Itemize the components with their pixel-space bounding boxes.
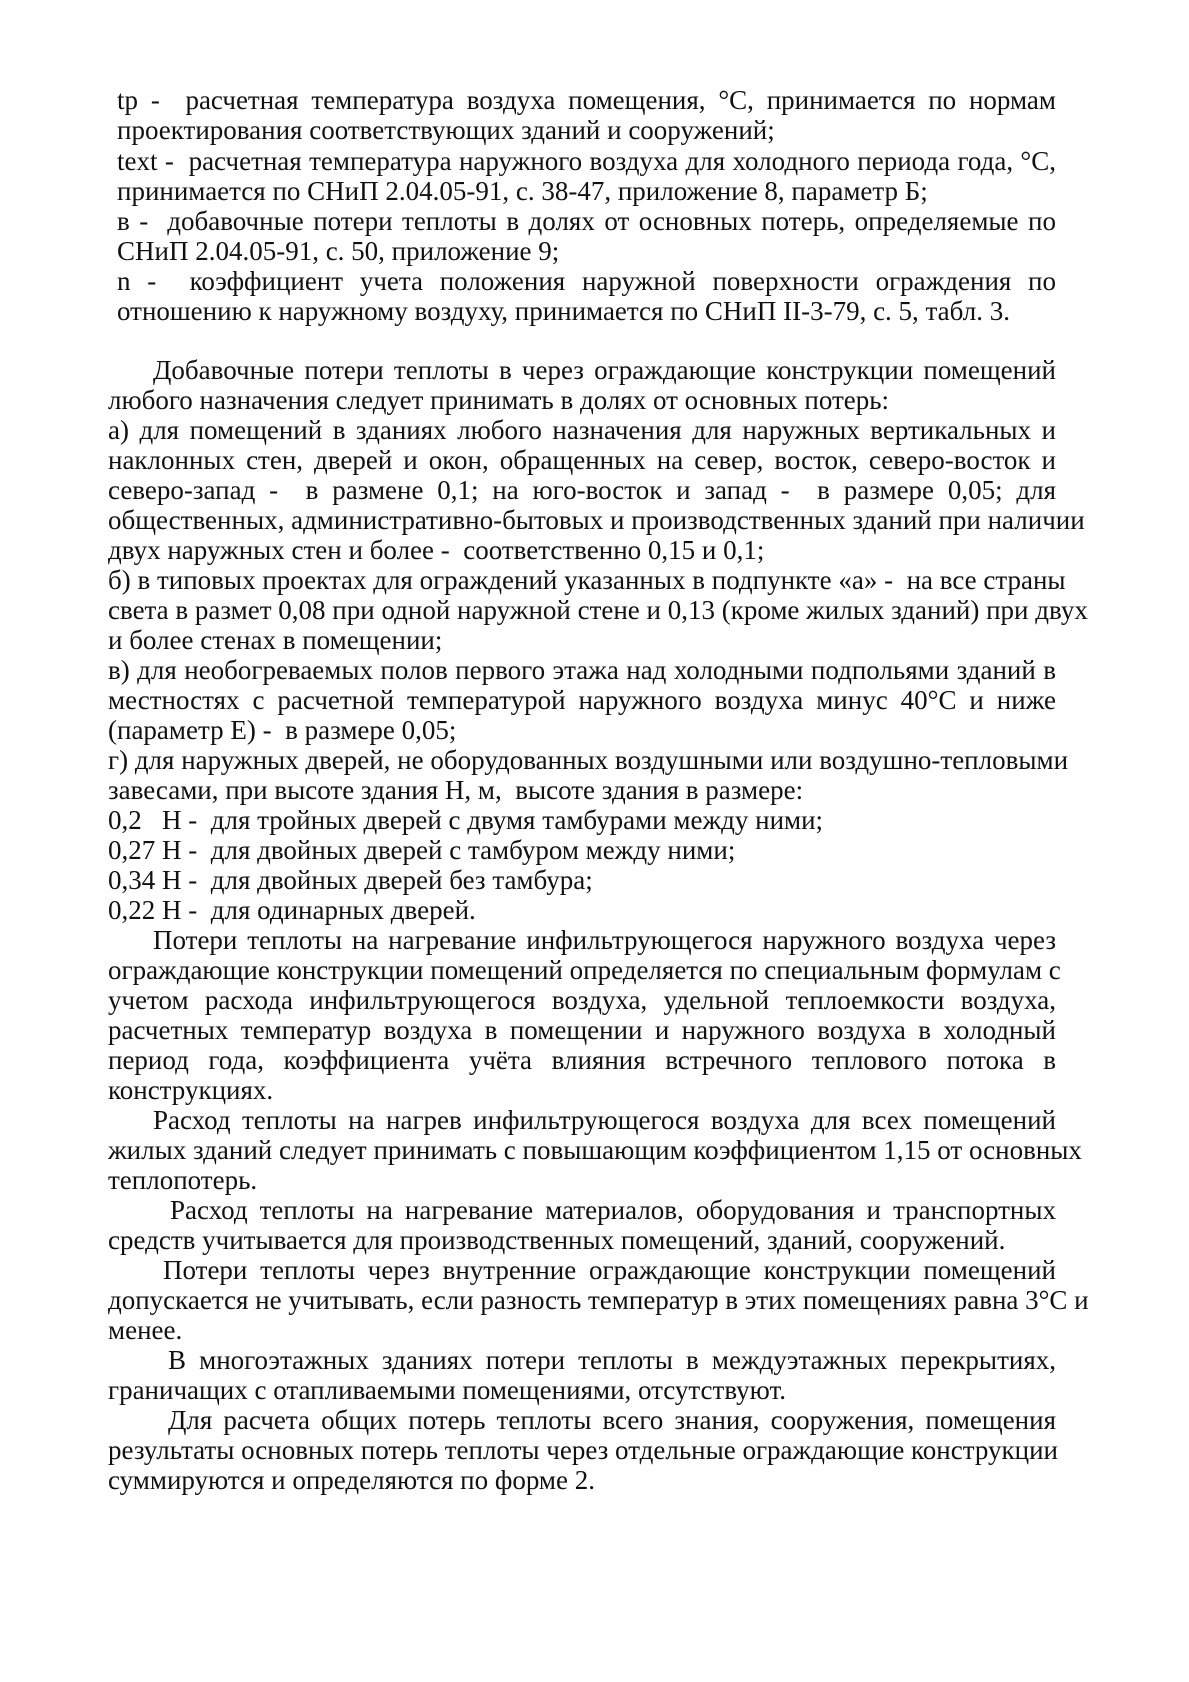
body-line: двух наружных стен и более - соответственно 0,15 и 0,1; xyxy=(108,535,765,565)
body-line: ограждающие конструкции помещений определяется по специальным формулам с xyxy=(108,955,1061,985)
body-line: Расход теплоты на нагрев инфильтрующегося воздуха для всех помещений xyxy=(153,1105,1056,1135)
body-line: 0,27 Н - для двойных дверей с тамбуром между ними; xyxy=(108,835,736,865)
definition-line: tр - расчетная температура воздуха помещения, °С, принимается по нормам xyxy=(117,85,1056,115)
body-line: суммируются и определяются по форме 2. xyxy=(108,1465,595,1495)
body-line: Добавочные потери теплоты в через ограждающие конструкции помещений xyxy=(153,355,1056,385)
definition-line: отношению к наружному воздуху, принимается по СНиП II-3-79, с. 5, табл. 3. xyxy=(117,296,1010,326)
body-line: Расход теплоты на нагревание материалов, оборудования и транспортных xyxy=(170,1195,1056,1225)
body-line: период года, коэффициента учёта влияния встречного теплового потока в xyxy=(108,1045,1056,1075)
body-line: любого назначения следует принимать в долях от основных потерь: xyxy=(108,385,890,415)
body-line: б) в типовых проектах для ограждений указанных в подпункте «а» - на все страны xyxy=(108,565,1066,595)
body-line: Потери теплоты на нагревание инфильтрующегося наружного воздуха через xyxy=(153,925,1056,955)
definition-line: СНиП 2.04.05-91, с. 50, приложение 9; xyxy=(117,236,560,266)
body-line: 0,2 Н - для тройных дверей с двумя тамбурами между ними; xyxy=(108,805,824,835)
body-line: г) для наружных дверей, не оборудованных воздушными или воздушно-тепловыми xyxy=(108,745,1069,775)
body-line: конструкциях. xyxy=(108,1075,274,1105)
body-line: В многоэтажных зданиях потери теплоты в междуэтажных перекрытиях, xyxy=(168,1345,1056,1375)
body-line: света в размет 0,08 при одной наружной стене и 0,13 (кроме жилых зданий) при двух xyxy=(108,595,1088,625)
definition-line: проектирования соответствующих зданий и сооружений; xyxy=(117,115,775,145)
definition-line: n - коэффициент учета положения наружной поверхности ограждения по xyxy=(117,266,1056,296)
body-line: жилых зданий следует принимать с повышающим коэффициентом 1,15 от основных xyxy=(108,1135,1082,1165)
body-line: теплопотерь. xyxy=(108,1165,258,1195)
body-line: 0,22 Н - для одинарных дверей. xyxy=(108,895,476,925)
body-line: завесами, при высоте здания Н, м, высоте здания в размере: xyxy=(108,775,804,805)
definition-line: в - добавочные потери теплоты в долях от основных потерь, определяемые по xyxy=(117,206,1056,236)
body-line: (параметр Е) - в размере 0,05; xyxy=(108,715,457,745)
body-line: средств учитывается для производственных помещений, зданий, сооружений. xyxy=(108,1225,1006,1255)
body-line: Потери теплоты через внутренние ограждающие конструкции помещений xyxy=(163,1255,1056,1285)
body-line: допускается не учитывать, если разность температур в этих помещениях равна 3°С и xyxy=(108,1285,1089,1315)
body-line: и более стенах в помещении; xyxy=(108,625,443,655)
body-line: граничащих с отапливаемыми помещениями, отсутствуют. xyxy=(108,1375,786,1405)
body-line: местностях с расчетной температурой наружного воздуха минус 40°С и ниже xyxy=(108,685,1056,715)
body-line: общественных, административно-бытовых и производственных зданий при наличии xyxy=(108,505,1085,535)
body-line: наклонных стен, дверей и окон, обращенных на север, восток, северо-восток и xyxy=(108,445,1056,475)
definition-line: принимается по СНиП 2.04.05-91, с. 38-47, приложение 8, параметр Б; xyxy=(117,176,928,206)
body-line: учетом расхода инфильтрующегося воздуха, удельной теплоемкости воздуха, xyxy=(108,985,1056,1015)
definition-line: text - расчетная температура наружного воздуха для холодного периода года, °С, xyxy=(117,146,1056,176)
body-line: в) для необогреваемых полов первого этажа над холодными подпольями зданий в xyxy=(108,655,1056,685)
body-line: Для расчета общих потерь теплоты всего знания, сооружения, помещения xyxy=(168,1405,1056,1435)
body-line: северо-запад - в размене 0,1; на юго-восток и запад - в размере 0,05; для xyxy=(108,475,1056,505)
body-line: а) для помещений в зданиях любого назначения для наружных вертикальных и xyxy=(108,415,1056,445)
body-line: расчетных температур воздуха в помещении и наружного воздуха в холодный xyxy=(108,1015,1056,1045)
body-line: менее. xyxy=(108,1315,183,1345)
body-line: 0,34 Н - для двойных дверей без тамбура; xyxy=(108,865,593,895)
body-line: результаты основных потерь теплоты через отдельные ограждающие конструкции xyxy=(108,1435,1058,1465)
